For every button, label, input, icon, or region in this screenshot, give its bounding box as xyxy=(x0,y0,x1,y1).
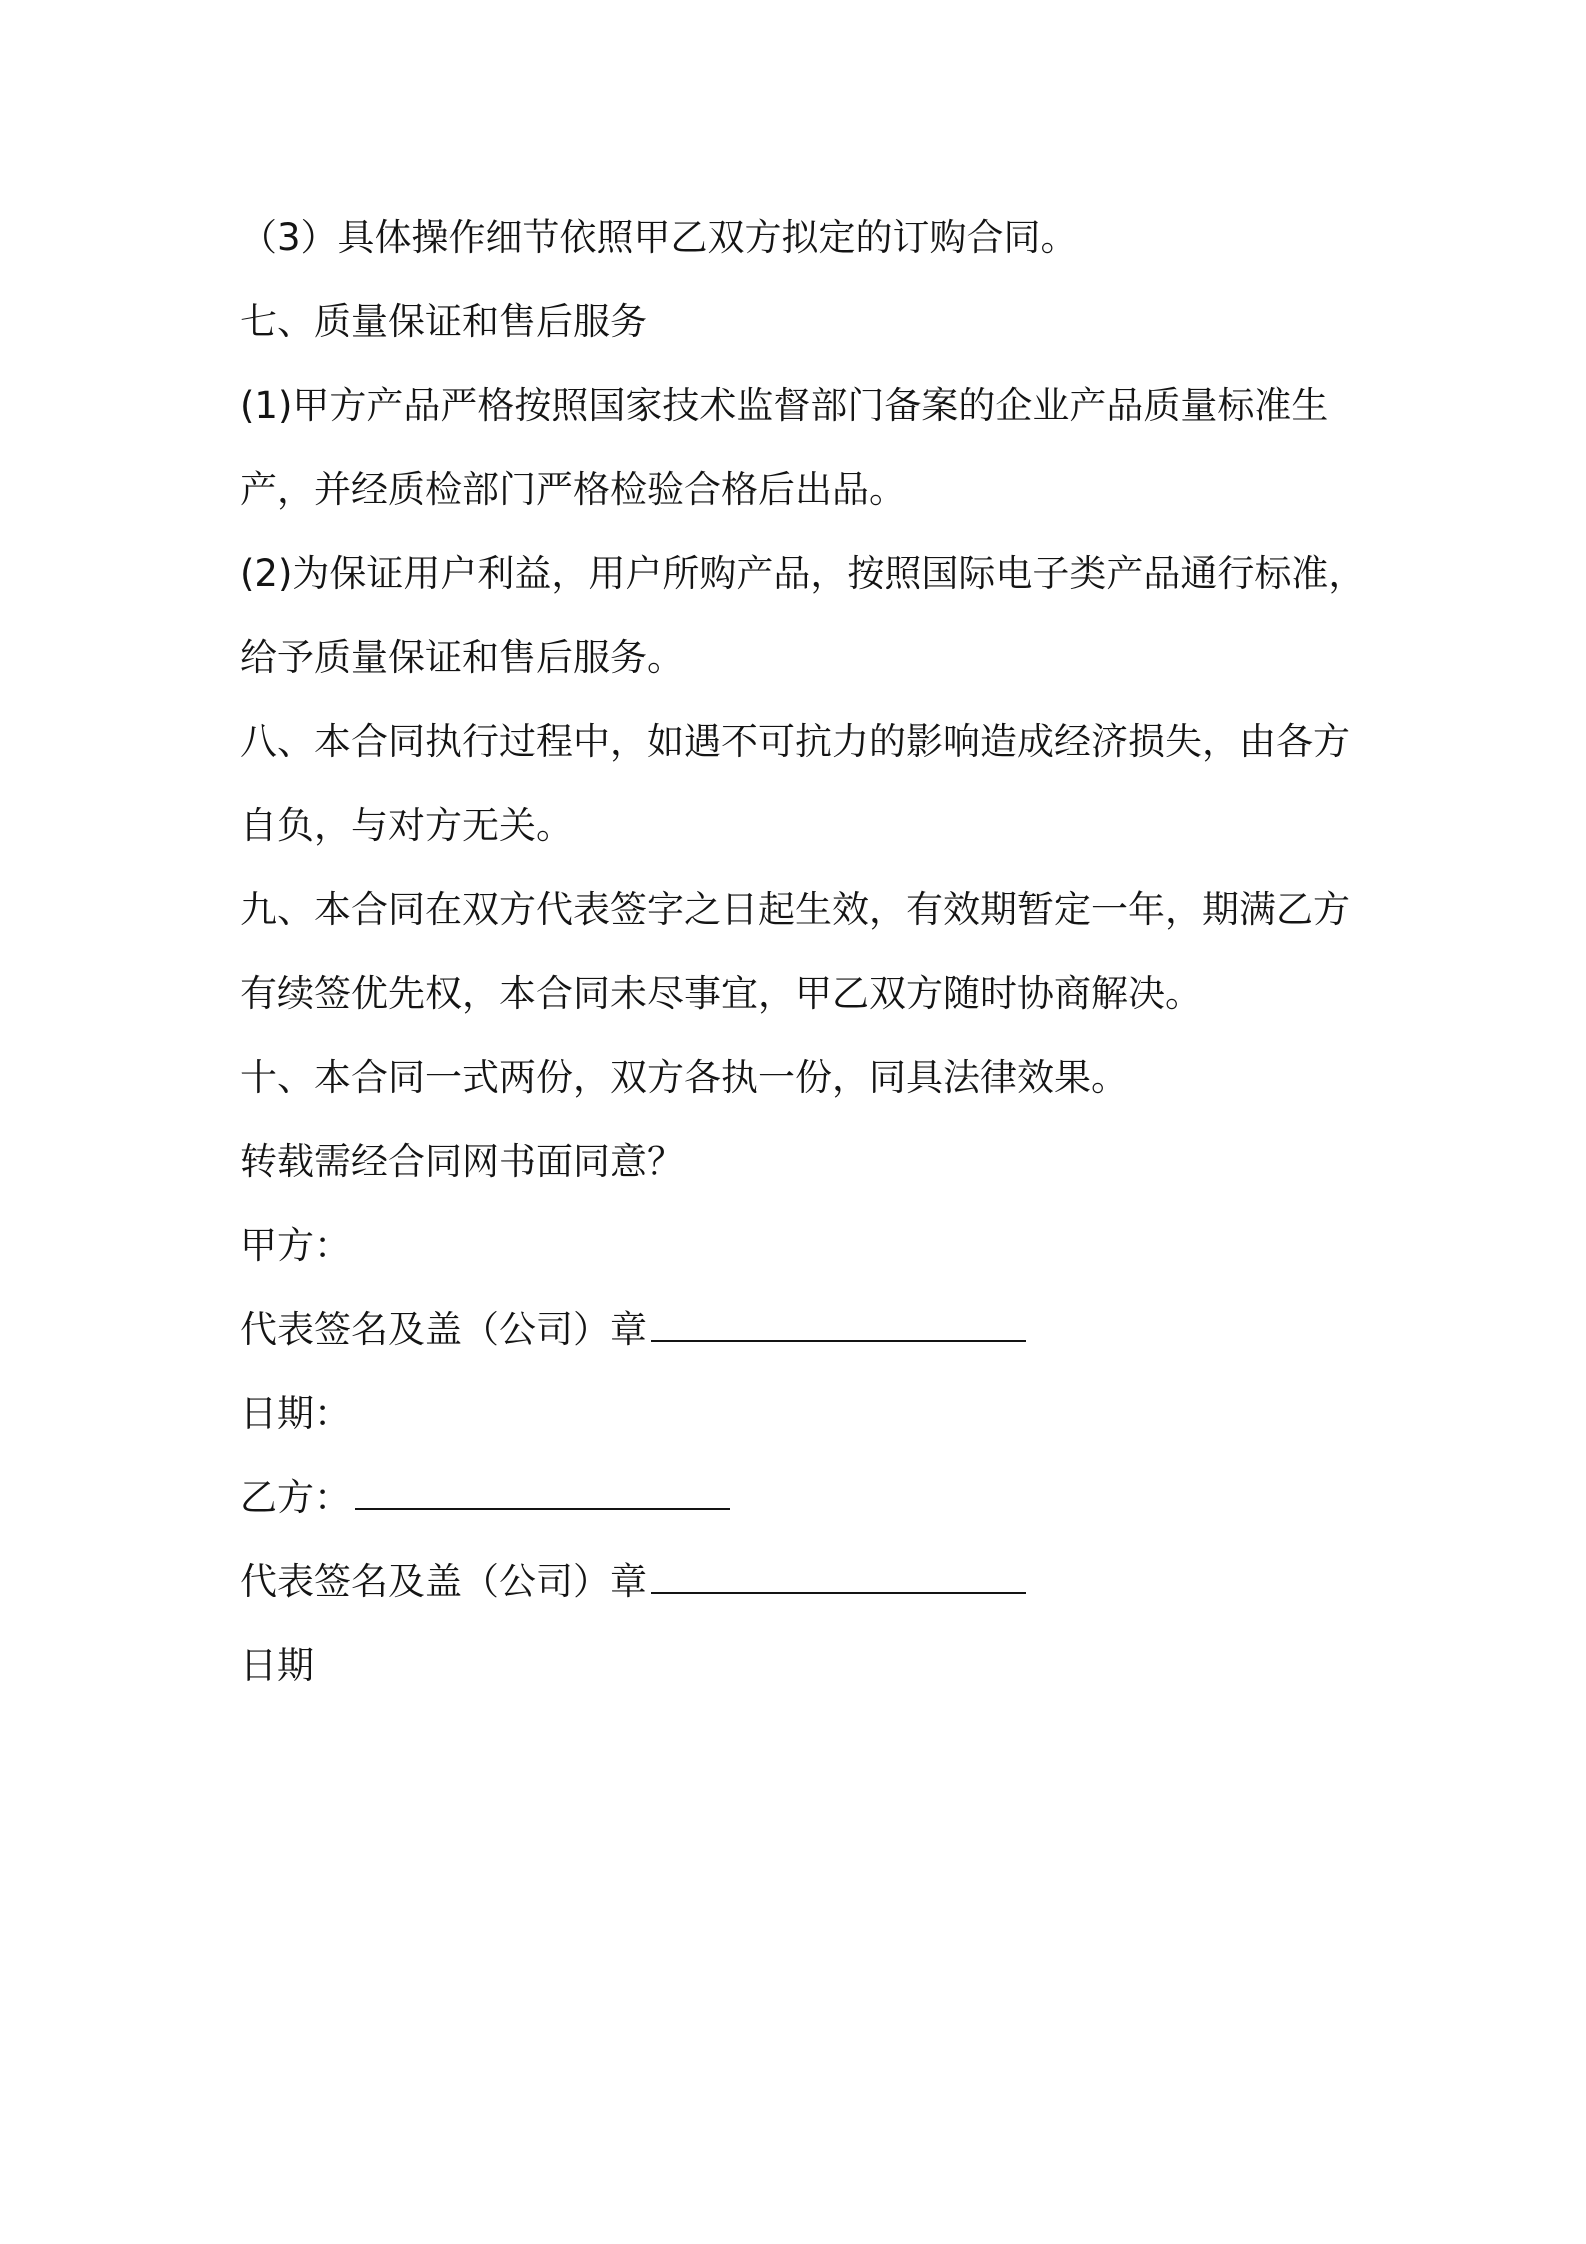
party-a-label: 甲方： xyxy=(240,1224,351,1267)
section-9-line-2: 有续签优先权，本合同未尽事宜，甲乙双方随时协商解决。 xyxy=(240,972,1202,1015)
clause-6-3: （3）具体操作细节依照甲乙双方拟定的订购合同。 xyxy=(240,216,1078,259)
section-9-line-1: 九、本合同在双方代表签字之日起生效，有效期暂定一年，期满乙方 xyxy=(240,888,1350,931)
party-b-signature-row xyxy=(240,1540,1370,1624)
clause-7-2-line-1: (2)为保证用户利益，用户所购产品，按照国际电子类产品通行标准， xyxy=(240,552,1366,595)
section-8-line-2: 自负，与对方无关。 xyxy=(240,804,573,847)
clause-7-1-line-2: 产，并经质检部门严格检验合格后出品。 xyxy=(240,468,906,511)
party-b-name-blank[interactable] xyxy=(355,1480,730,1510)
party-b-rep-label: 代表签名及盖（公司）章 xyxy=(240,1560,647,1603)
party-a-rep-label: 代表签名及盖（公司）章 xyxy=(240,1308,647,1351)
party-a-signature-row xyxy=(240,1288,1370,1372)
party-b-date-label: 日期 xyxy=(240,1644,314,1687)
party-a-signature-blank[interactable] xyxy=(651,1312,1026,1342)
clause-7-1-line-1: (1)甲方产品严格按照国家技术监督部门备案的企业产品质量标准生 xyxy=(240,384,1329,427)
section-10: 十、本合同一式两份，双方各执一份，同具法律效果。 xyxy=(240,1056,1128,1099)
party-a-date-label: 日期： xyxy=(240,1392,351,1435)
party-b-signature-blank[interactable] xyxy=(651,1564,1026,1594)
clause-7-2-line-2: 给予质量保证和售后服务。 xyxy=(240,636,684,679)
reprint-notice: 转载需经合同网书面同意？ xyxy=(240,1140,684,1183)
section-8-line-1: 八、本合同执行过程中，如遇不可抗力的影响造成经济损失，由各方 xyxy=(240,720,1350,763)
section-7-heading: 七、质量保证和售后服务 xyxy=(240,300,647,343)
party-b-label: 乙方： xyxy=(240,1476,351,1519)
document-body xyxy=(240,196,1370,1708)
party-b-row xyxy=(240,1456,1370,1540)
